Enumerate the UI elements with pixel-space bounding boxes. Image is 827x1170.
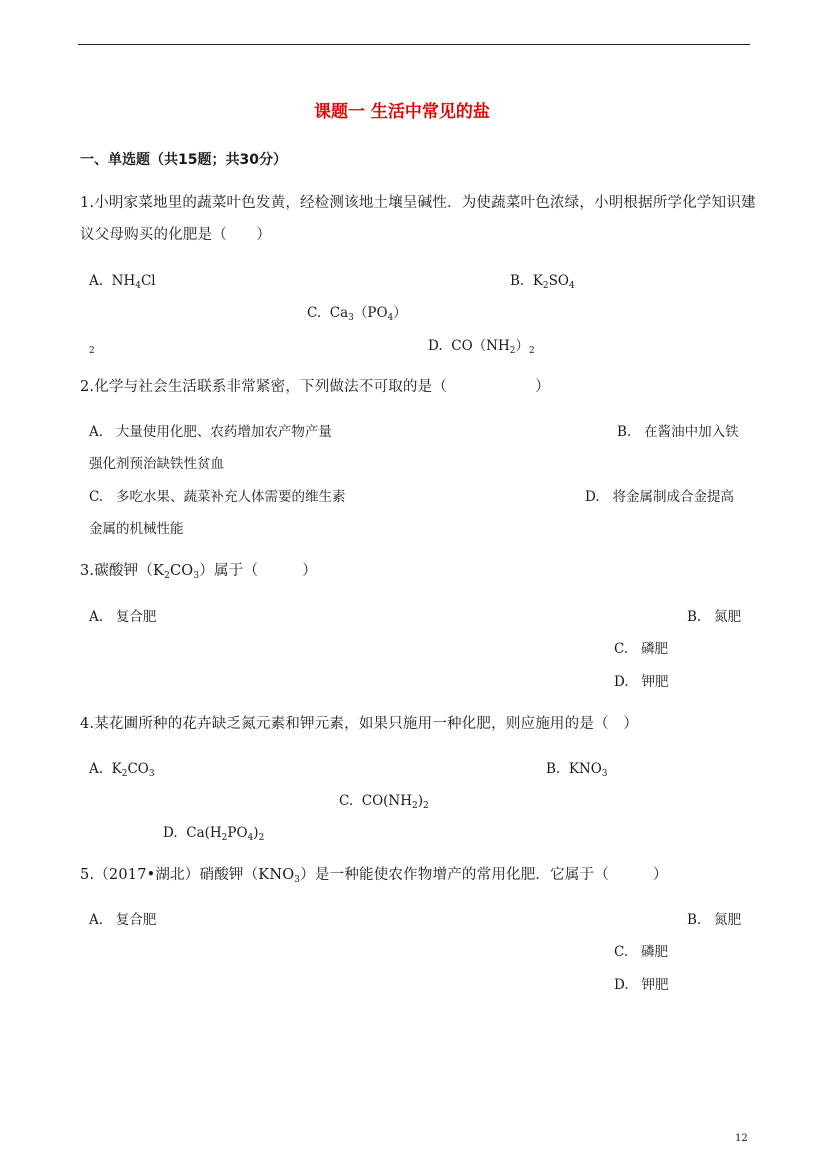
question-2-option-c[interactable]: C. 多吃水果、蔬菜补充人体需要的维生素 [89,489,346,505]
question-1-text: 1.小明家菜地里的蔬菜叶色发黄，经检测该地土壤呈碱性．为使蔬菜叶色浓绿，小明根据所学化学知识建 [80,195,756,211]
question-4-text: 4.某花圃所种的花卉缺乏氮元素和钾元素，如果只施用一种化肥，则应施用的是（ ） [80,716,639,732]
question-2-option-b-cont[interactable]: 强化剂预治缺铁性贫血 [89,456,224,472]
question-1-option-b[interactable]: B. $K_2SO_4$ [510,273,575,291]
question-2-option-d-cont[interactable]: 金属的机械性能 [89,521,184,537]
question-2-option-b[interactable]: B. 在酱油中加入铁 [617,424,739,440]
question-3-option-d[interactable]: D. 钾肥 [614,674,669,690]
question-1-option-d[interactable]: D. $CO(NH_2)_2$ [428,338,535,356]
question-5-text: 5.（2017•湖北）硝酸钾$(KNO_3)$是一种能使农作物增产的常用化肥．它属于（ ） [80,867,668,885]
question-5-option-c[interactable]: C. 磷肥 [614,944,669,960]
page-number: 12 [735,1133,748,1144]
question-2-text: 2.化学与社会生活联系非常紧密，下列做法不可取的是（ ） [80,379,550,395]
question-1-option-c[interactable]: C. $Ca_3(PO_4)$ [307,305,407,323]
header-rule [78,44,750,45]
section-heading: 一、单选题（共15题；共30分） [80,152,287,168]
question-4-option-c[interactable]: C. $CO(NH_2)_2$ [339,793,429,811]
question-5-option-b[interactable]: B. 氮肥 [687,912,742,928]
question-3-option-c[interactable]: C. 磷肥 [614,641,669,657]
question-3-option-a[interactable]: A. 复合肥 [89,609,157,625]
question-5-option-a[interactable]: A. 复合肥 [89,912,157,928]
question-1-text-cont: 议父母购买的化肥是（ ） [80,227,272,243]
question-5-option-d[interactable]: D. 钾肥 [614,977,669,993]
question-2-option-a[interactable]: A. 大量使用化肥、农药增加农产物产量 [89,424,332,440]
question-4-option-a[interactable]: A. $K_2CO_3$ [89,761,155,779]
question-2-option-d[interactable]: D. 将金属制成合金提高 [585,489,735,505]
page-title: 课题一 生活中常见的盐 [314,102,490,122]
question-3-option-b[interactable]: B. 氮肥 [687,609,742,625]
question-1-option-c-subscript-wrap: 2 [89,346,95,356]
question-3-text: 3.碳酸钾$(K_2CO_3)$属于（ ） [80,563,317,581]
question-4-option-b[interactable]: B. $KNO_3$ [546,761,608,779]
question-4-option-d[interactable]: D. $Ca(H_2PO_4)_2$ [163,825,265,843]
question-1-option-a[interactable]: A. $NH_4Cl$ [89,273,156,291]
